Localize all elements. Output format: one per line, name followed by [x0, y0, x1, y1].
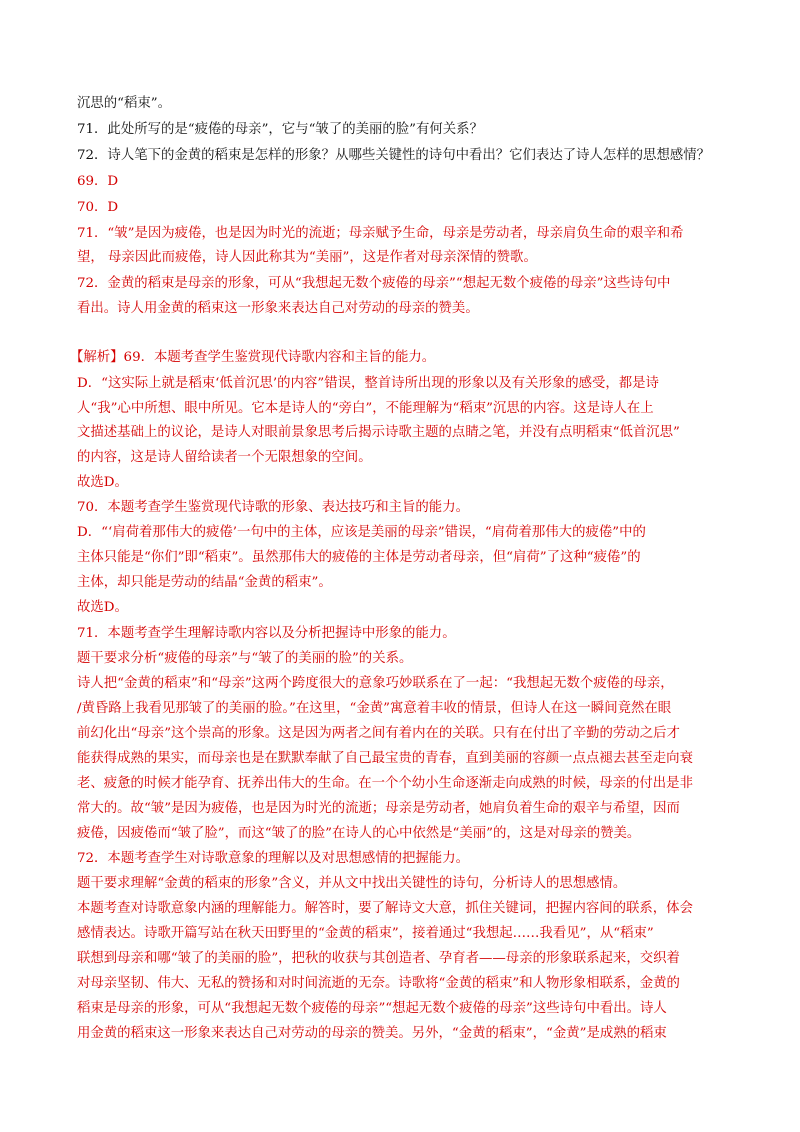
text-line: D．“‘肩荷着那伟大的疲倦’一句中的主体，应该是美丽的母亲”错误，“肩荷着那伟大的疲倦”中的 — [77, 525, 646, 540]
text-line: 人“我”心中所想、眼中所见。它本是诗人的“旁白”，不能理解为“稻束”沉思的内容。这是诗人在上 — [77, 401, 654, 416]
analysis-70-heading: 70．本题考查学生鉴赏现代诗歌的形象、表达技巧和主旨的能力。 — [77, 500, 469, 515]
answer-72-cont: 看出。诗人用金黄的稻束这一形象来表达自己对劳动的母亲的赞美。 — [77, 301, 479, 316]
text-line: 感情表达。诗歌开篇写站在秋天田野里的“金黄的稻束”，接着通过“我想起……我看见”，从“稻束” — [77, 926, 654, 941]
text-line: D．“这实际上就是稻束‘低首沉思’的内容”错误，整首诗所出现的形象以及有关形象的感受，都是诗 — [77, 376, 659, 391]
text-line: 文描述基础上的议论，是诗人对眼前景象思考后揭示诗歌主题的点睛之笔，并没有点明稻束“低首沉思” — [77, 425, 680, 440]
analysis-72-heading: 72．本题考查学生对诗歌意象的理解以及对思想感情的把握能力。 — [77, 851, 469, 866]
text-line: 主体只能是“你们”即“稻束”。虽然那伟大的疲倦的主体是劳动者母亲，但“肩荷”了这种“疲倦”的 — [77, 550, 641, 565]
text-line: 能获得成熟的果实，而母亲也是在默默奉献了自己最宝贵的青春，直到美丽的容颜一点点褪去甚至走向衰 — [77, 751, 693, 766]
analysis-heading: 【解析】69．本题考查学生鉴赏现代诗歌内容和主旨的能力。 — [70, 350, 436, 365]
text-line: 本题考查对诗歌意象内涵的理解能力。解答时，要了解诗文大意，抓住关键词，把握内容间的联系，体会 — [77, 901, 693, 916]
analysis-71-heading: 71．本题考查学生理解诗歌内容以及分析把握诗中形象的能力。 — [77, 626, 456, 641]
text-line: 用金黄的稻束这一形象来表达自己对劳动的母亲的赞美。另外，“金黄的稻束”，“金黄”是成熟的稻束 — [77, 1026, 667, 1041]
answer-70: 70．D — [77, 200, 119, 215]
text-line: 故选D。 — [77, 475, 128, 490]
text-line: 联想到母亲和哪“皱了的美丽的脸”，把秋的收获与其创造者、孕育者——母亲的形象联系起来，交织着 — [77, 951, 680, 966]
answer-71: 71．“皱”是因为疲倦，也是因为时光的流逝；母亲赋予生命，母亲是劳动者，母亲肩负生命的艰辛和希 — [77, 226, 684, 241]
answer-71-cont: 望， 母亲因此而疲倦，诗人因此称其为“美丽”，这是作者对母亲深情的赞歌。 — [77, 250, 537, 265]
text-line: 疲倦，因疲倦而“皱了脸”，而这“皱了的脸”在诗人的心中依然是“美丽”的，这是对母亲的赞美。 — [77, 826, 641, 841]
text-line: 前幻化出“母亲”这个崇高的形象。这是因为两者之间有着内在的关联。只有在付出了辛勤的劳动之后才 — [77, 726, 680, 741]
text-line: 题干要求分析“疲倦的母亲”与“皱了的美丽的脸”的关系。 — [77, 651, 413, 666]
text-line: 沉思的“稻束”。 — [77, 96, 172, 111]
text-line: 的内容，这是诗人留给读者一个无限想象的空间。 — [77, 450, 372, 465]
question-72: 72．诗人笔下的金黄的稻束是怎样的形象？从哪些关键性的诗句中看出？它们表达了诗人怎样的思想感情？ — [77, 148, 711, 163]
text-line: 题干要求理解“金黄的稻束的形象”含义，并从文中找出关键性的诗句，分析诗人的思想感情。 — [77, 876, 627, 891]
text-line: 故选D。 — [77, 600, 128, 615]
answer-69: 69．D — [77, 174, 119, 189]
question-71: 71．此处所写的是“疲倦的母亲”，它与“皱了的美丽的脸”有何关系？ — [77, 122, 483, 137]
answer-72: 72．金黄的稻束是母亲的形象，可从“我想起无数个疲倦的母亲”“想起无数个疲倦的母亲”这些诗句中 — [77, 276, 671, 291]
text-line: 主体，却只能是劳动的结晶“金黄的稻束”。 — [77, 575, 332, 590]
text-line: 稻束是母亲的形象，可从“我想起无数个疲倦的母亲”“想起无数个疲倦的母亲”这些诗句中看出。诗人 — [77, 1001, 667, 1016]
text-line: 常大的。故“皱”是因为疲倦，也是因为时光的流逝；母亲是劳动者，她肩负着生命的艰辛与希望，因而 — [77, 801, 680, 816]
text-line: /黄昏路上我看见那皱了的美丽的脸。”在这里，“金黄”寓意着丰收的情景，但诗人在这一瞬间竟然在眼 — [77, 701, 672, 716]
text-line: 诗人把“金黄的稻束”和“母亲”这两个跨度很大的意象巧妙联系在了一起：“我想起无数个疲倦的母亲， — [77, 676, 674, 691]
text-line: 老、疲惫的时候才能孕育、抚养出伟大的生命。在一个个幼小生命逐渐走向成熟的时候，母亲的付出是非 — [77, 776, 693, 791]
text-line: 对母亲坚韧、伟大、无私的赞扬和对时间流逝的无奈。诗歌将“金黄的稻束”和人物形象相联系，金黄的 — [77, 976, 680, 991]
